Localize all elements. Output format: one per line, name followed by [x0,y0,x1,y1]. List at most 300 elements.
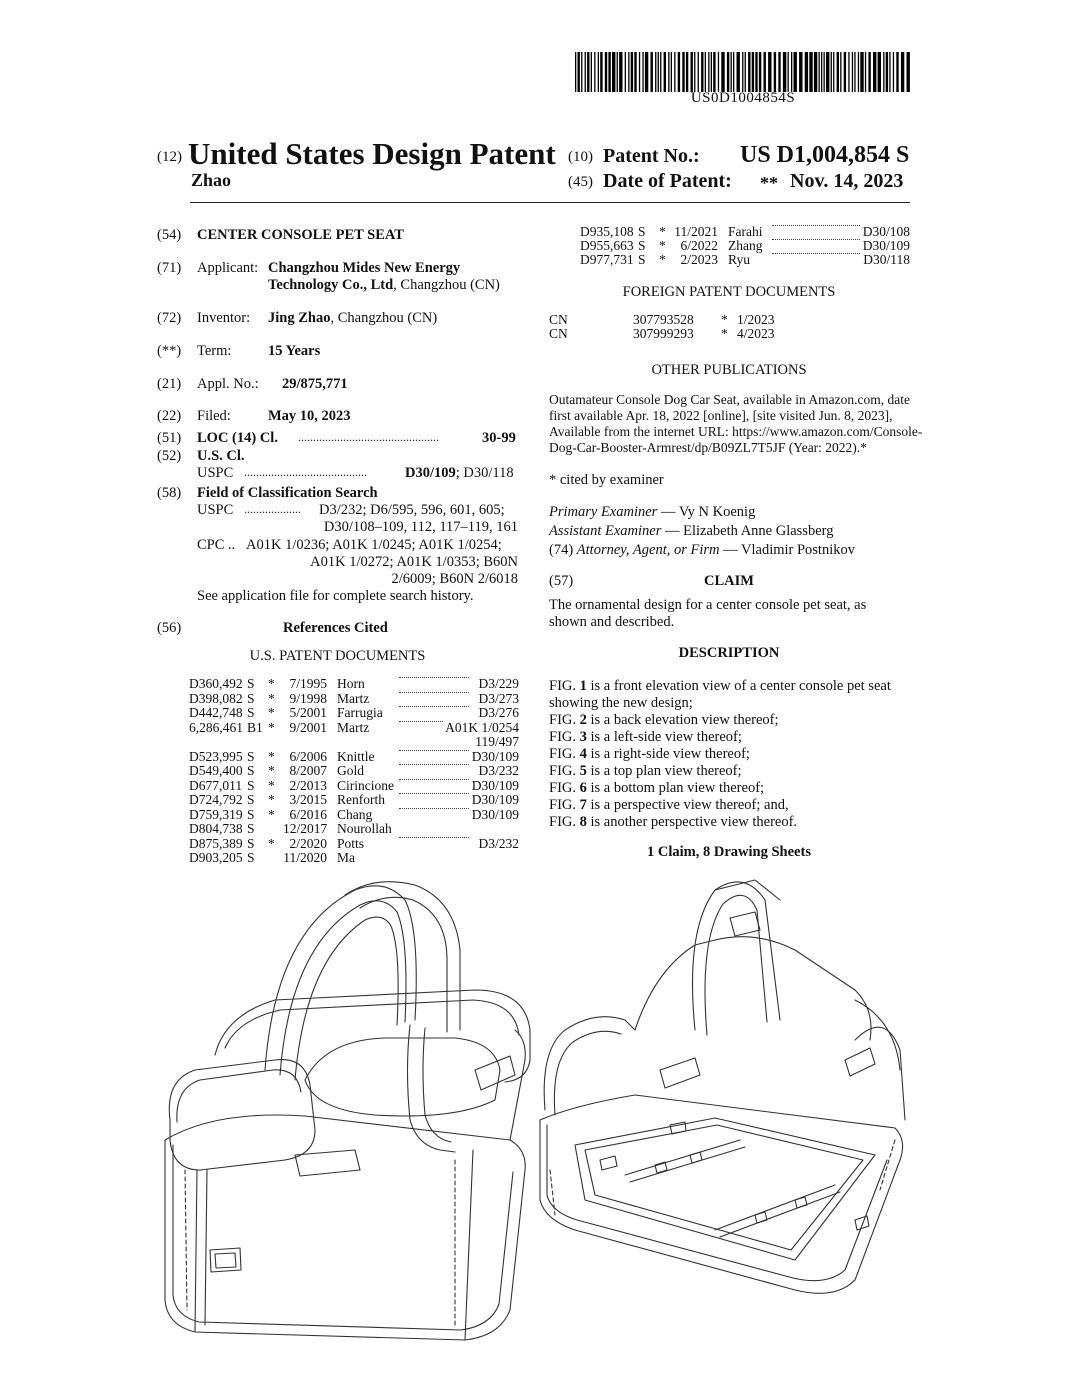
figure-description-line [549,763,742,780]
us-reference-row [189,692,519,706]
reference-kind: S [247,821,255,836]
barcode-bar [625,52,626,92]
figure-perspective-front [165,882,530,1340]
reference-examiner-mark: * [268,835,275,851]
reference-inventor: Ryu [728,252,750,267]
barcode-bar [664,52,666,92]
figure-description-line [549,797,789,814]
description-heading: DESCRIPTION [678,645,780,661]
reference-date: 6/2022 [680,238,718,253]
figure-description-line [549,712,779,729]
claim-text-line1: The ornamental design for a center console pet seat, as [549,597,867,613]
foreign-reference-row [549,327,909,341]
reference-class: D30/108 [862,224,910,239]
other-publication-line: Outamateur Console Dog Car Seat, available in Amazon.com, date [549,392,911,407]
barcode-bar [668,52,669,92]
leader-dots [772,253,860,254]
barcode-bar [671,52,672,92]
reference-inventor: Martz [337,690,370,706]
reference-examiner-mark: * [721,312,728,327]
reference-number: 6,286,461 [189,719,243,735]
other-publication-line: Available from the internet URL: https://www.amazon.com/Console- [549,424,923,439]
barcode-bar [893,52,894,92]
barcode-bar [848,52,849,92]
inventor-location: , Changzhou (CN) [330,310,438,326]
barcode-bar [791,52,792,92]
us-reference-row [189,837,519,851]
leader-dots [772,225,860,226]
reference-class: D30/109 [471,806,519,822]
figure-prefix: FIG. [549,729,580,745]
inid-code-52: (52) [157,448,182,464]
barcode-bar [852,52,853,92]
barcode-bar [631,52,633,92]
figure-description: is a bottom plan view thereof; [586,780,765,796]
us-class-value [405,465,514,482]
figure-number: 1 [579,678,587,694]
other-publication-line: first available Apr. 18, 2022 [online], [site visited Jun. 8, 2023], [549,408,893,423]
search-uspc-line1: D3/232; D6/595, 596, 601, 605; [319,502,505,518]
barcode-bar [591,52,592,92]
references-cited-heading: References Cited [283,620,388,636]
reference-date: 3/2015 [289,792,327,807]
barcode-bar [788,52,789,92]
barcode-bar [678,52,680,92]
barcode-bar [694,52,695,92]
reference-examiner-mark: * [268,763,275,778]
reference-examiner-mark: * [268,690,275,706]
claim-heading: CLAIM [704,573,754,589]
figure-prefix: FIG. [549,746,580,762]
applicant-label: Applicant: [197,260,259,276]
us-reference-row [189,793,519,807]
reference-kind: S [247,792,255,807]
reference-country: CN [549,312,568,327]
search-uspc-dots: ................... [244,502,301,516]
reference-inventor: Farahi [728,224,763,239]
barcode-bar [764,52,766,92]
leader-dots [399,808,469,809]
reference-date: 12/2017 [283,821,328,836]
figure-number: 2 [579,712,587,728]
inid-code-57: (57) [549,573,574,589]
other-publication-line: Dog-Car-Booster-Armrest/dp/B09ZL7T5JF (Year: 2022).* [549,440,867,455]
attorney-label: Attorney, Agent, or Firm [576,542,720,558]
primary-examiner-name: — Vy N Koenig [657,504,756,520]
figure-prefix: FIG. [549,712,580,728]
us-reference-row [189,822,519,836]
barcode-bar [774,52,776,92]
reference-date: 9/2001 [289,719,327,735]
figure-description: is a top plan view thereof; [586,763,742,779]
search-cpc-line1: A01K 1/0236; A01K 1/0245; A01K 1/0254; [246,537,502,553]
barcode-bar [759,52,761,92]
barcode-bar [889,52,890,92]
barcode-bar [711,52,712,92]
reference-examiner-mark: * [268,792,275,807]
barcode-bar [698,52,699,92]
figure-prefix: FIG. [549,780,580,796]
barcode-bar [748,52,750,92]
barcode-bar [585,52,586,92]
barcode-bar [713,52,715,92]
reference-class: D3/232 [478,763,519,778]
reference-examiner-mark: * [659,252,666,267]
reference-kind: S [638,224,646,239]
barcode-bar [691,52,693,92]
barcode-bar [824,52,825,92]
reference-date: 5/2001 [289,705,327,720]
leader-dots [399,692,469,693]
barcode-bar [907,52,910,92]
inid-code-10: (10) [568,149,593,165]
reference-number: D977,731 [580,252,634,267]
barcode-bar [727,52,729,92]
us-class-secondary: ; D30/118 [455,465,514,481]
reference-number: D360,492 [189,676,243,691]
reference-country: CN [549,326,568,341]
figure-number: 8 [579,814,587,830]
reference-date: 9/1998 [289,690,327,706]
reference-kind: S [247,835,255,851]
search-uspc-label: USPC [197,502,234,518]
reference-class: D3/232 [478,835,519,851]
reference-inventor: Zhang [728,238,763,253]
date-of-patent: Nov. 14, 2023 [790,170,904,192]
barcode-bar [840,52,841,92]
figure-perspective-underside [540,880,905,1293]
barcode-bar [826,52,829,92]
reference-inventor: Knittle [337,748,375,764]
reference-number: D398,082 [189,690,243,706]
reference-number: D759,319 [189,806,243,822]
barcode-bar [598,52,599,92]
appl-no-value: 29/875,771 [282,376,348,392]
reference-inventor: Farrugia [337,705,383,720]
reference-class: D30/109 [862,238,910,253]
reference-kind: S [247,763,255,778]
search-cpc-line2: A01K 1/0272; A01K 1/0353; B60N [310,554,518,570]
applicant-name-line1: Changzhou Mides New Energy [268,260,461,276]
reference-inventor: Potts [337,835,365,851]
reference-kind: S [638,252,646,267]
reference-inventor: Chang [337,806,373,822]
filed-date: May 10, 2023 [268,408,351,424]
loc-class-label: LOC (14) Cl. [197,430,278,446]
search-cpc-line3: 2/6009; B60N 2/6018 [391,571,518,587]
barcode-bar [755,52,757,92]
us-class-dots: ......................................... [244,465,367,479]
header-divider [190,202,910,203]
barcode-bar [819,52,820,92]
barcode-bar [581,52,582,92]
us-reference-row [189,721,519,735]
barcode-bar [783,52,786,92]
inventor-line [268,310,437,327]
barcode-bar [805,52,808,92]
barcode-bar [628,52,629,92]
inid-code-71: (71) [157,260,182,276]
term-extension-marker: ** [760,173,778,193]
barcode-bar [721,52,724,92]
barcode [575,52,911,92]
barcode-bar [660,52,661,92]
figure-description-line [549,695,693,712]
reference-kind: S [247,777,255,793]
reference-class: D3/273 [478,690,519,706]
figure-description: is a left-side view thereof; [586,729,742,745]
primary-examiner [549,504,755,521]
leader-dots [772,239,860,240]
barcode-bar [655,52,656,92]
reference-date: 8/2007 [289,763,327,778]
us-reference-row [580,225,910,239]
barcode-bar [686,52,688,92]
us-patent-documents-heading: U.S. PATENT DOCUMENTS [249,648,426,664]
term-label: Term: [197,343,232,359]
inid-code-74: (74) [549,542,574,558]
barcode-bar [814,52,817,92]
inventor-name: Jing Zhao [268,310,331,326]
reference-number: D804,738 [189,821,243,836]
inid-code-72: (72) [157,310,182,326]
figure-description: is a front elevation view of a center console pet seat [586,678,891,694]
reference-examiner-mark: * [268,806,275,822]
reference-number: 307999293 [633,326,694,341]
reference-number: D677,011 [189,777,243,793]
loc-class-dots: ............................................... [298,430,439,444]
inid-code-51: (51) [157,430,182,446]
reference-class: D30/109 [471,792,519,807]
figure-prefix: FIG. [549,814,580,830]
reference-examiner-mark: * [268,777,275,793]
leader-dots [399,779,469,780]
barcode-bar [651,52,653,92]
reference-class: D30/118 [863,252,910,267]
figure-prefix: FIG. [549,797,580,813]
barcode-bar [705,52,706,92]
barcode-bar [778,52,780,92]
figure-description-line [549,814,797,831]
reference-number: D442,748 [189,705,243,720]
figure-number: 4 [579,746,587,762]
barcode-bar [634,52,636,92]
barcode-bar [605,52,607,92]
figure-description-line [549,729,742,746]
search-history-note: See application file for complete search history. [197,588,474,604]
assistant-examiner-name: — Elizabeth Anne Glassberg [661,523,834,539]
barcode-bar [619,52,622,92]
us-reference-row [189,779,519,793]
barcode-bar [742,52,743,92]
us-reference-row [189,706,519,720]
barcode-bar [883,52,884,92]
barcode-bar [896,52,898,92]
other-publications-heading: OTHER PUBLICATIONS [651,362,807,378]
barcode-bar [682,52,684,92]
applicant-location: , Changzhou (CN) [393,277,500,293]
figure-description-line [549,746,750,763]
reference-kind: S [247,705,255,720]
reference-kind: S [638,238,646,253]
us-reference-row [580,239,910,253]
barcode-bar [901,52,904,92]
figure-prefix: FIG. [549,763,580,779]
reference-examiner-mark: * [268,748,275,764]
leader-dots [399,837,469,838]
reference-number: 307793528 [633,312,694,327]
barcode-bar [737,52,740,92]
figure-description-line [549,678,891,695]
reference-examiner-mark: * [721,326,728,341]
field-of-search-label: Field of Classification Search [197,485,378,501]
reference-class: D3/229 [478,676,519,691]
reference-number: D523,995 [189,748,243,764]
barcode-bar [886,52,888,92]
loc-class-value: 30-99 [482,430,516,446]
inid-code-56: (56) [157,620,182,636]
inid-code-54: (54) [157,227,182,243]
patent-number-label: Patent No.: [603,145,700,167]
barcode-bar [745,52,746,92]
inid-code-58: (58) [157,485,182,501]
us-reference-row [189,808,519,822]
us-reference-row-continued [189,735,519,749]
barcode-bar [575,52,576,92]
barcode-bar [674,52,675,92]
reference-date: 11/2020 [283,850,327,865]
reference-examiner-mark: * [268,676,275,691]
reference-kind: S [247,748,255,764]
reference-inventor: Renforth [337,792,385,807]
reference-date: 11/2021 [674,224,718,239]
assistant-examiner [549,523,833,540]
date-of-patent-label: Date of Patent: [603,170,732,192]
reference-number: D724,792 [189,792,243,807]
reference-number: D903,205 [189,850,243,865]
barcode-bar [642,52,643,92]
inid-code-term: (**) [157,343,182,359]
reference-examiner-mark: * [268,719,275,735]
figure-number: 3 [579,729,587,745]
barcode-bar [752,52,754,92]
design-title: CENTER CONSOLE PET SEAT [197,227,404,243]
reference-class: A01K 1/0254 [445,719,519,735]
barcode-bar [831,52,832,92]
attorney [549,542,855,559]
reference-date: 1/2023 [737,312,775,327]
barcode-bar [844,52,846,92]
reference-inventor: Ma [337,850,355,865]
barcode-bar [837,52,839,92]
reference-number: D549,400 [189,763,243,778]
reference-class: D3/276 [478,705,519,720]
design-drawing-perspective-views [155,870,925,1350]
barcode-bar [594,52,595,92]
inid-code-21: (21) [157,376,182,392]
us-class-primary: D30/109 [405,465,456,481]
us-reference-row [189,764,519,778]
leader-dots [399,750,469,751]
barcode-bar [701,52,703,92]
inventor-surname: Zhao [191,170,232,190]
foreign-reference-row [549,313,909,327]
reference-inventor: Cirincione [337,777,394,793]
leader-dots [399,793,469,794]
barcode-bar [809,52,812,92]
reference-date: 2/2023 [680,252,718,267]
attorney-name: — Vladimir Postnikov [719,542,855,558]
search-cpc-label: CPC .. [197,537,236,553]
us-reference-row [189,677,519,691]
reference-kind: S [247,806,255,822]
reference-examiner-mark: * [659,224,666,239]
appl-no-label: Appl. No.: [197,376,259,392]
barcode-bar [860,52,863,92]
reference-kind: B1 [247,719,263,735]
reference-inventor: Martz [337,719,370,735]
us-reference-row [189,750,519,764]
barcode-bar [868,52,870,92]
barcode-bar [821,52,822,92]
barcode-bar [708,52,709,92]
reference-inventor: Gold [337,763,364,778]
reference-date: 2/2013 [289,777,327,793]
reference-class: 119/497 [475,734,519,749]
search-uspc-line2: D30/108–109, 112, 117–119, 161 [323,519,518,535]
barcode-bar [873,52,876,92]
figure-number: 6 [579,780,587,796]
barcode-bar [799,52,802,92]
foreign-patent-documents-heading: FOREIGN PATENT DOCUMENTS [622,284,836,300]
reference-number: D875,389 [189,835,243,851]
primary-examiner-label: Primary Examiner [549,504,658,520]
barcode-bar [794,52,797,92]
reference-class: D30/109 [471,748,519,764]
reference-date: 7/1995 [289,676,327,691]
assistant-examiner-label: Assistant Examiner [549,523,662,539]
reference-examiner-mark: * [268,705,275,720]
figure-prefix: FIG. [549,678,580,694]
reference-kind: S [247,850,255,865]
barcode-bar [612,52,615,92]
us-reference-row [189,851,519,865]
barcode-bar [718,52,719,92]
document-title: United States Design Patent [188,136,556,171]
figure-number: 5 [579,763,587,779]
figure-description-line [549,780,764,797]
leader-dots [399,764,469,765]
barcode-bar [731,52,732,92]
barcode-bar [878,52,881,92]
applicant-name-bold: Technology Co., Ltd [268,277,394,293]
barcode-bar [833,52,834,92]
barcode-bar [733,52,734,92]
reference-examiner-mark: * [659,238,666,253]
barcode-bar [600,52,602,92]
reference-kind: S [247,676,255,691]
term-value: 15 Years [268,343,321,359]
figure-description: is a perspective view thereof; and, [586,797,789,813]
figure-number: 7 [579,797,587,813]
claims-sheets-summary: 1 Claim, 8 Drawing Sheets [647,844,811,860]
figure-description: is another perspective view thereof. [586,814,798,830]
leader-dots [399,706,469,707]
barcode-bar [639,52,640,92]
barcode-bar [587,52,589,92]
reference-kind: S [247,690,255,706]
barcode-bar [608,52,610,92]
